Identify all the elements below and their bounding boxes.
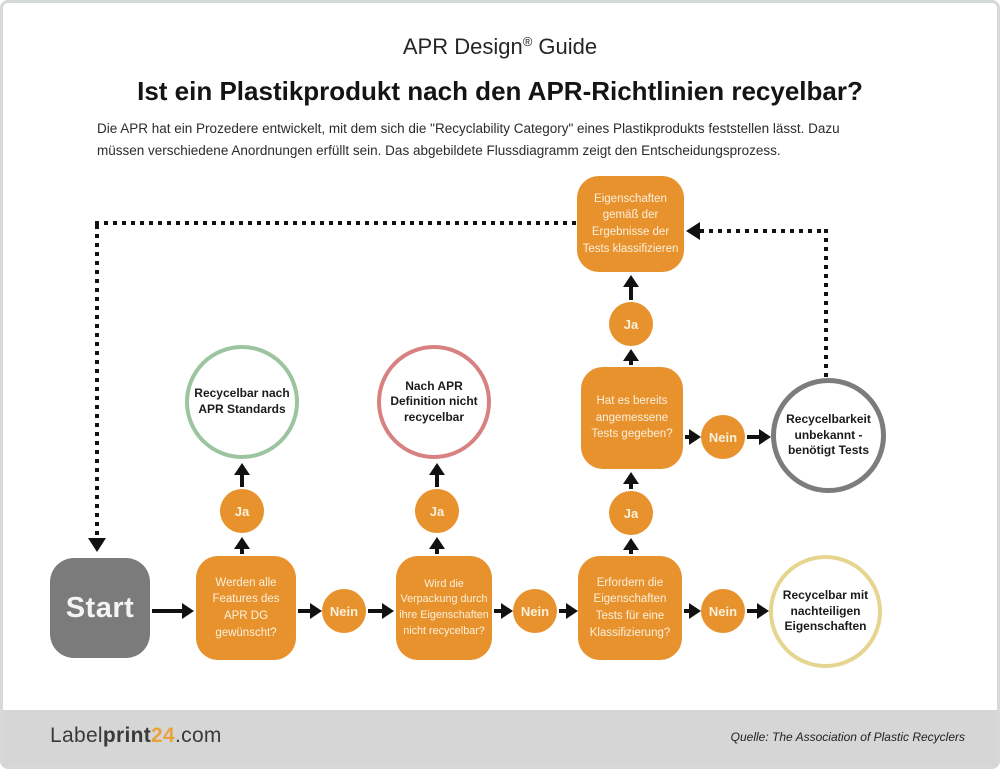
label-ja-features: Ja [220, 489, 264, 533]
node-tests-done-question: Hat es bereits angemessene Tests gegeben? [581, 367, 683, 469]
label-ja-packaging: Ja [415, 489, 459, 533]
source-attribution: Quelle: The Association of Plastic Recyclers [730, 730, 965, 744]
outcome-recyclable-apr-standards: Recycelbar nach APR Standards [185, 345, 299, 459]
label-nein-tests-done: Nein [701, 415, 745, 459]
labelprint24-logo [50, 724, 222, 748]
arrow-nein-to-unknown [747, 435, 759, 439]
dotted-connector-classify-to-start-vertical [95, 225, 99, 538]
arrow-features-to-nein [298, 609, 310, 613]
arrow-tests-done-to-ja [629, 361, 633, 365]
dotted-arrowhead-to-classify [686, 222, 700, 240]
arrow-tests-done-to-nein [685, 435, 689, 439]
dotted-arrowhead-to-start [88, 538, 106, 552]
arrow-nein-to-recyclable-negative [747, 609, 757, 613]
title-text: APR Design [402, 34, 523, 59]
arrow-require-tests-to-ja [629, 550, 633, 554]
dotted-connector-unknown-to-classify-horizontal [700, 229, 826, 233]
arrow-packaging-to-ja [435, 549, 439, 554]
label-nein-features: Nein [322, 589, 366, 633]
arrow-ja-to-not-recyclable [435, 475, 439, 487]
outcome-not-recyclable: Nach APR Definition nicht recycelbar [377, 345, 491, 459]
logo-part-print: print [102, 724, 152, 747]
intro-line-2: müssen verschiedene Anordnungen erfüllt sein. Das abgebildete Flussdiagramm zeigt den Entscheidungsprozess. [97, 143, 781, 159]
label-ja-require-tests: Ja [609, 491, 653, 535]
label-nein-packaging: Nein [513, 589, 557, 633]
logo-part-24: 24 [151, 724, 176, 747]
title-suffix: Guide [532, 34, 598, 59]
intro-paragraph [97, 118, 840, 163]
label-ja-tests-done: Ja [609, 302, 653, 346]
logo-part-label: Label [50, 724, 103, 747]
arrow-nein-to-require-tests [559, 609, 566, 613]
label-nein-require-tests: Nein [701, 589, 745, 633]
arrow-require-tests-to-nein [684, 609, 689, 613]
dotted-connector-classify-to-start-horizontal [95, 221, 577, 225]
arrow-ja-to-recyclable-apr [240, 475, 244, 487]
dotted-connector-unknown-to-classify-vertical [824, 229, 828, 377]
logo-part-com: .com [175, 724, 222, 747]
intro-line-1: Die APR hat ein Prozedere entwickelt, mit dem sich die "Recyclability Category" eines Plastikprodukts feststellen lässt. Dazu [97, 121, 840, 136]
arrow-ja-to-tests-done [629, 484, 633, 489]
outcome-recyclable-with-negatives: Recycelbar mit nachteiligen Eigenschaften [769, 555, 882, 668]
node-features-question: Werden alle Features des APR DG gewünscht? [196, 556, 296, 660]
arrow-nein-to-packaging [368, 609, 382, 613]
page-title [0, 34, 1000, 60]
node-classify-results: Eigenschaften gemäß der Ergebnisse der Tests klassifizieren [577, 176, 684, 272]
arrow-ja-to-classify [629, 287, 633, 300]
footer-band [3, 710, 997, 766]
registered-trademark-icon: ® [522, 34, 533, 49]
outcome-recyclability-unknown: Recycelbarkeit unbekannt - benötigt Tests [771, 378, 886, 493]
node-require-tests-question: Erfordern die Eigenschaften Tests für eine Klassifizierung? [578, 556, 682, 660]
node-packaging-question: Wird die Verpackung durch ihre Eigenschaften nicht recycelbar? [396, 556, 492, 660]
arrow-features-to-ja [240, 549, 244, 554]
node-start: Start [50, 558, 150, 658]
main-heading: Ist ein Plastikprodukt nach den APR-Richtlinien recyelbar? [137, 76, 863, 106]
arrow-start-to-features [152, 609, 182, 613]
arrow-packaging-to-nein [494, 609, 501, 613]
